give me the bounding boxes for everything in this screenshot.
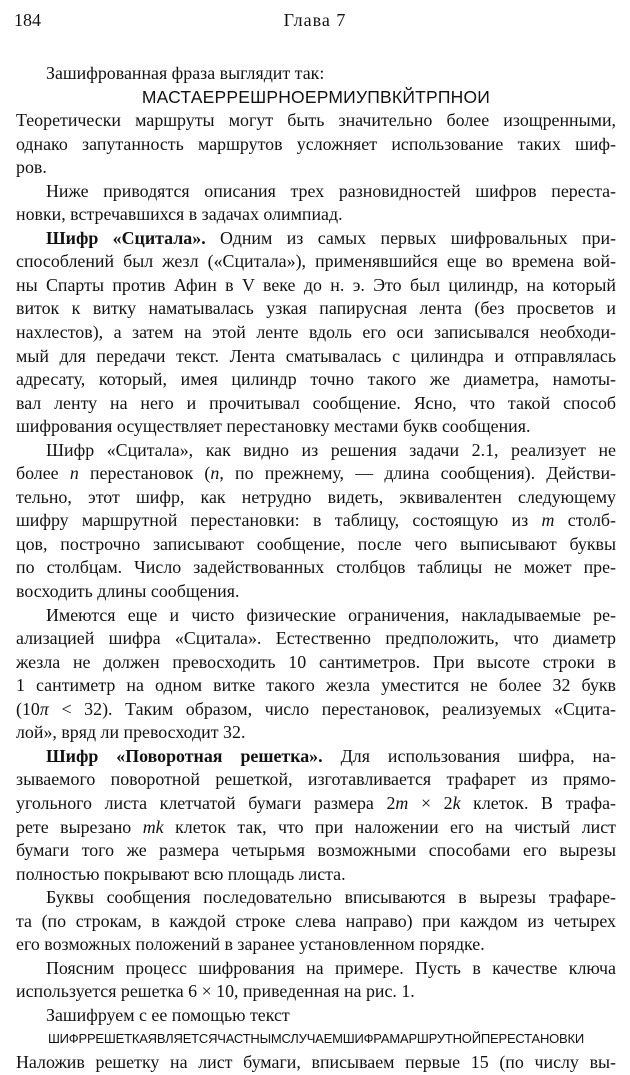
text-run: Одним из самых первых шифровальных при- [205,227,616,248]
text-line [16,886,616,910]
text-run: перестановок ( [78,463,211,484]
text-line [16,627,616,651]
text-run: 1 сантиметр на одном витке такого жезла уместится не более 32 букв [16,675,616,696]
math-variable: mk [142,816,164,837]
text-run: ализацией шифра «Сцитала». Естественно предположить, что диаметр [16,628,616,649]
text-run: его возможных положений в заранее установленном порядке. [16,934,485,955]
text-line [16,227,616,251]
text-run: нахлестов), а затем на этой ленте вдоль его оси записывался необходи- [16,322,616,343]
text-line [16,62,616,86]
text-run: ны Спарты против Афин в V веке до н. э. Это был цилиндр, на который [16,274,616,295]
text-run: Теоретически маршруты могут быть значительно более изощренными, [16,110,616,131]
text-run: однако запутанность маршрутов усложняет использование таких шиф- [16,133,616,154]
bold-heading: Шифр «Поворотная решетка». [46,745,323,766]
text-line [16,297,616,321]
text-run: Шифр «Сцитала», как видно из решения задачи 2.1, реализует не [46,439,616,460]
text-line [16,745,616,769]
text-line [16,933,616,957]
text-line [16,651,616,675]
text-run: Наложив решетку на лист бумаги, вписываем первые 15 (по числу вы- [16,1052,616,1073]
text-run: новки, встречавшихся в задачах олимпиад. [16,204,343,225]
chapter-title: Глава 7 [283,10,347,30]
text-run: более [16,463,70,484]
text-line [16,415,616,439]
text-line [16,604,616,628]
text-run: угольного листа клетчатой бумаги размера 2 [16,792,396,813]
math-variable: n [69,463,79,484]
text-run: , по прежнему, — длина сообщения). Действи- [219,463,616,484]
text-line [16,439,616,463]
text-run: та (по строкам, в каждой строке слева направо) при каждом из четырех [16,910,616,931]
text-line [16,321,616,345]
text-line [16,792,616,816]
text-run: мый для передачи текст. Лента сматывалась с цилиндра и отправлялась [16,345,616,366]
text-line [16,1027,616,1051]
text-run: Ниже приводятся описания трех разновидностей шифров переста- [46,180,616,201]
text-run: (10 [16,698,40,719]
text-run: жезла не должен превосходить 10 сантиметров. При высоте строки в [16,651,616,672]
text-run: ШИФРРЕШЕТКАЯВЛЯЕТСЯЧАСТНЫМСЛУЧАЕМШИФРАМАРШРУТНОЙПЕРЕСТАНОВКИ [47,1031,585,1047]
text-line [16,250,616,274]
text-line [16,509,616,533]
math-variable: m [541,510,555,531]
text-line [16,980,616,1004]
text-run: Зашифруем с ее помощью текст [46,1004,290,1025]
math-variable: k [452,792,461,813]
text-line [16,816,616,840]
text-run: восходить длины сообщения. [16,581,240,602]
page-number: 184 [14,10,41,30]
text-line [16,345,616,369]
text-line [16,674,616,698]
text-run: шифру маршрутной перестановки: в таблицу, состоящую из [16,510,542,531]
text-line [16,863,616,887]
text-line [16,109,616,133]
text-run: рете вырезано [16,816,143,837]
text-line [16,910,616,934]
text-run: способлений был жезл («Сцитала»), применявшийся еще во времена вой- [16,251,616,272]
text-run: цов, построчно записывают сообщение, после чего выписывают буквы [16,533,616,554]
math-variable: n [210,463,220,484]
text-line [16,721,616,745]
text-run: зываемого поворотной решеткой, изготавливается трафарет из прямо- [16,769,616,790]
text-line [16,768,616,792]
text-run: клеток. В трафа- [460,792,616,813]
text-run: Имеются еще и чисто физические ограничения, накладываемые ре- [46,604,616,625]
text-line [16,486,616,510]
text-line [16,698,616,722]
text-run: столб- [554,510,616,531]
text-line [16,368,616,392]
text-run: Поясним процесс шифрования на примере. Пусть в качестве ключа [46,957,616,978]
page-body [16,62,616,1075]
text-run: ров. [16,157,47,178]
text-run: используется решетка 6 × 10, приведенная на рис. 1. [16,981,415,1002]
text-line [16,462,616,486]
text-run: < 32). Таким образом, число перестановок, реализуемых «Сцита- [48,698,616,719]
text-run: МАСТАЕРРЕШРНОЕРМИУПВКЙТРПНОИ [141,86,491,107]
text-run: шифрования осуществляет перестановку местами букв сообщения. [16,416,531,437]
text-line [16,1051,616,1075]
math-variable: m [395,792,409,813]
bold-heading: Шифр «Сцитала». [46,227,206,248]
text-run: Зашифрованная фраза выглядит так: [46,63,325,83]
text-line [16,133,616,157]
text-run: по столбцам. Число задействованных столбцов таблицы не может пре- [16,557,616,578]
text-line [16,580,616,604]
text-line [16,180,616,204]
text-line [16,1004,616,1028]
text-run: лой», вряд ли превосходит 32. [16,722,246,743]
text-line [16,556,616,580]
text-line [16,533,616,557]
text-line [16,839,616,863]
text-run: вал ленту на него и прочитывал сообщение. Ясно, что такой способ [16,392,616,413]
text-run: Буквы сообщения последовательно вписываются в вырезы трафаре- [46,887,616,908]
text-run: Для использования шифра, на- [322,745,616,766]
text-run: адресату, который, имея цилиндр точно такого же диаметра, намоты- [16,369,616,390]
text-line [16,957,616,981]
text-run: виток к витку наматывалась узкая папирусная лента (без просветов и [16,298,616,319]
text-run: клеток так, что при наложении его на чистый лист [163,816,616,837]
text-run: × 2 [408,792,453,813]
text-line [16,274,616,298]
text-run: тельно, этот шифр, как нетрудно видеть, эквивалентен следующему [16,486,616,507]
text-line [16,203,616,227]
math-variable: π [39,698,49,719]
text-run: бумаги того же размера четырьмя возможными способами его вырезы [16,840,616,861]
text-line [16,156,616,180]
text-line [16,392,616,416]
text-line [16,86,616,110]
text-run: полностью покрывают всю площадь листа. [16,863,346,884]
